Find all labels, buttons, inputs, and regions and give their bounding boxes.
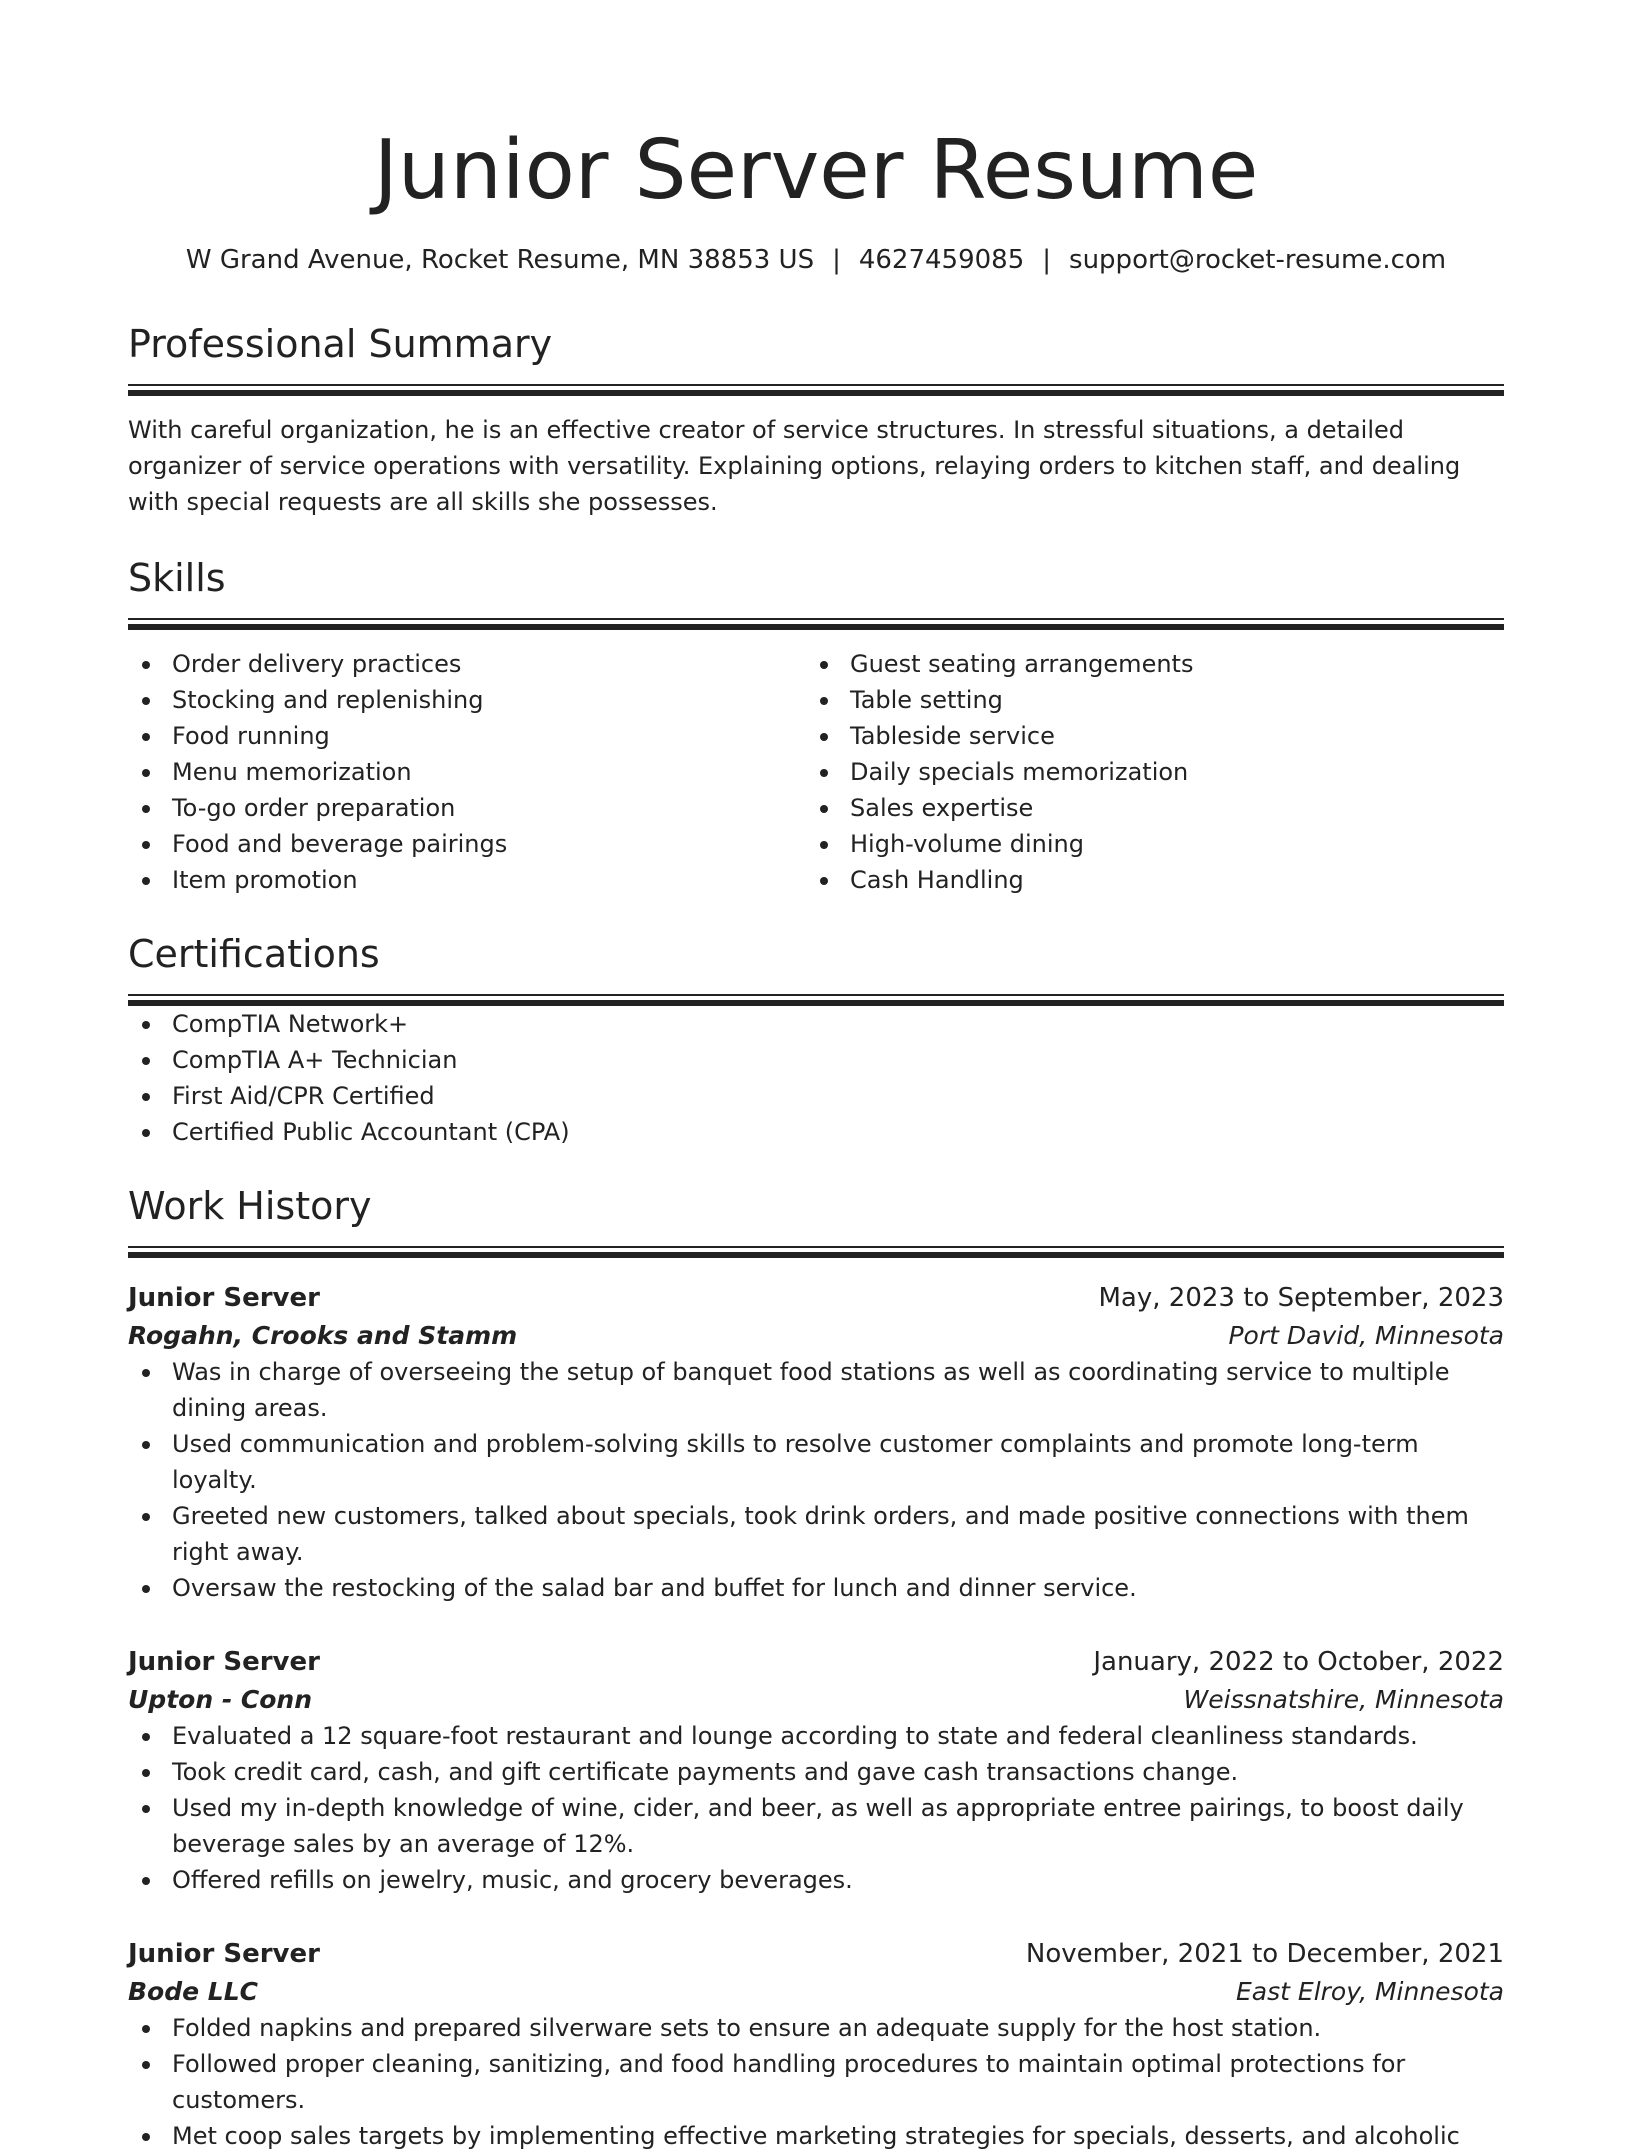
job-header-row (128, 1934, 1504, 1974)
skills-grid (128, 646, 1504, 898)
job-dates: January, 2022 to October, 2022 (1093, 1647, 1504, 1677)
job-duty-item: Offered refills on jewelry, music, and grocery beverages. (128, 1862, 1504, 1898)
skill-item: Stocking and replenishing (128, 682, 806, 718)
skill-item: Item promotion (128, 862, 806, 898)
skill-item: Food running (128, 718, 806, 754)
section-divider (128, 384, 1504, 396)
job-duty-item: Used my in-depth knowledge of wine, cider, and beer, as well as appropriate entree pairings, to boost daily beverage sales by an average of 12%. (128, 1790, 1504, 1862)
job-subheader-row (128, 1974, 1504, 2010)
job-entry (128, 1934, 1504, 2154)
job-header-row (128, 1642, 1504, 1682)
skill-item: Sales expertise (806, 790, 1484, 826)
certification-item: Certified Public Accountant (CPA) (128, 1114, 1504, 1150)
job-dates: May, 2023 to September, 2023 (1098, 1283, 1504, 1313)
skill-item: Food and beverage pairings (128, 826, 806, 862)
job-company: Rogahn, Crooks and Stamm (128, 1321, 518, 1350)
job-title: Junior Server (128, 1647, 320, 1677)
job-duties-list (128, 1718, 1504, 1898)
job-duty-item: Oversaw the restocking of the salad bar and buffet for lunch and dinner service. (128, 1570, 1504, 1606)
skill-item: Menu memorization (128, 754, 806, 790)
work-history-section (128, 1182, 1504, 2154)
section-divider (128, 618, 1504, 630)
skill-item: Table setting (806, 682, 1484, 718)
job-duty-item: Greeted new customers, talked about specials, took drink orders, and made positive connections with them right away. (128, 1498, 1504, 1570)
contact-separator: | (1042, 245, 1052, 275)
section-heading-skills: Skills (128, 556, 226, 600)
certification-item: First Aid/CPR Certified (128, 1078, 1504, 1114)
job-duties-list (128, 1354, 1504, 1606)
contact-phone: 4627459085 (858, 245, 1025, 275)
skill-item: Cash Handling (806, 862, 1484, 898)
job-duty-item: Evaluated a 12 square-foot restaurant and lounge according to state and federal cleanliness standards. (128, 1718, 1504, 1754)
job-subheader-row (128, 1682, 1504, 1718)
skill-item: Order delivery practices (128, 646, 806, 682)
certification-item: CompTIA A+ Technician (128, 1042, 1504, 1078)
section-heading-work-history: Work History (128, 1184, 372, 1228)
certifications-section (128, 930, 1504, 1150)
skills-section (128, 554, 1504, 898)
section-divider (128, 1246, 1504, 1258)
job-duty-item: Was in charge of overseeing the setup of banquet food stations as well as coordinating service to multiple dining areas. (128, 1354, 1504, 1426)
skills-column-right (806, 646, 1484, 898)
job-location: Weissnatshire, Minnesota (1183, 1685, 1504, 1714)
section-heading-summary: Professional Summary (128, 322, 553, 366)
certification-item: CompTIA Network+ (128, 1006, 1504, 1042)
contact-email: support@rocket-resume.com (1069, 245, 1447, 275)
section-divider (128, 994, 1504, 1006)
professional-summary-section (128, 320, 1504, 520)
job-header-row (128, 1278, 1504, 1318)
job-duties-list (128, 2010, 1504, 2154)
job-duty-item: Used communication and problem-solving skills to resolve customer complaints and promote long-term loyalty. (128, 1426, 1504, 1498)
skills-column-left (128, 646, 806, 898)
job-duty-item: Took credit card, cash, and gift certificate payments and gave cash transactions change. (128, 1754, 1504, 1790)
summary-text: With careful organization, he is an effective creator of service structures. In stressful situations, a detailed organizer of service operations with versatility. Explaining options, relaying orders to kitchen staff, and dealing with special requests are all skills she possesses. (128, 416, 1461, 516)
job-title: Junior Server (128, 1939, 320, 1969)
skill-item: Tableside service (806, 718, 1484, 754)
section-heading-certifications: Certifications (128, 932, 380, 976)
contact-line (128, 242, 1504, 278)
skill-item: High-volume dining (806, 826, 1484, 862)
contact-separator: | (832, 245, 841, 275)
job-company: Bode LLC (128, 1977, 258, 2006)
skill-item: To-go order preparation (128, 790, 806, 826)
job-duty-item: Followed proper cleaning, sanitizing, and food handling procedures to maintain optimal protections for customers. (128, 2046, 1504, 2118)
job-entry (128, 1278, 1504, 1606)
job-location: East Elroy, Minnesota (1236, 1977, 1504, 2006)
job-duty-item: Met coop sales targets by implementing effective marketing strategies for specials, desserts, and alcoholic (128, 2118, 1504, 2154)
certifications-list (128, 1006, 1504, 1150)
job-duty-item: Folded napkins and prepared silverware sets to ensure an adequate supply for the host station. (128, 2010, 1504, 2046)
job-dates: November, 2021 to December, 2021 (1025, 1939, 1504, 1969)
skill-item: Daily specials memorization (806, 754, 1484, 790)
job-location: Port David, Minnesota (1228, 1321, 1504, 1350)
skill-item: Guest seating arrangements (806, 646, 1484, 682)
job-title: Junior Server (128, 1283, 320, 1313)
contact-address: W Grand Avenue, Rocket Resume, MN 38853 US (185, 245, 815, 275)
job-entry (128, 1642, 1504, 1898)
resume-page (128, 0, 1504, 2154)
job-subheader-row (128, 1318, 1504, 1354)
resume-title: Junior Server Resume (373, 123, 1259, 218)
job-company: Upton - Conn (128, 1685, 313, 1714)
